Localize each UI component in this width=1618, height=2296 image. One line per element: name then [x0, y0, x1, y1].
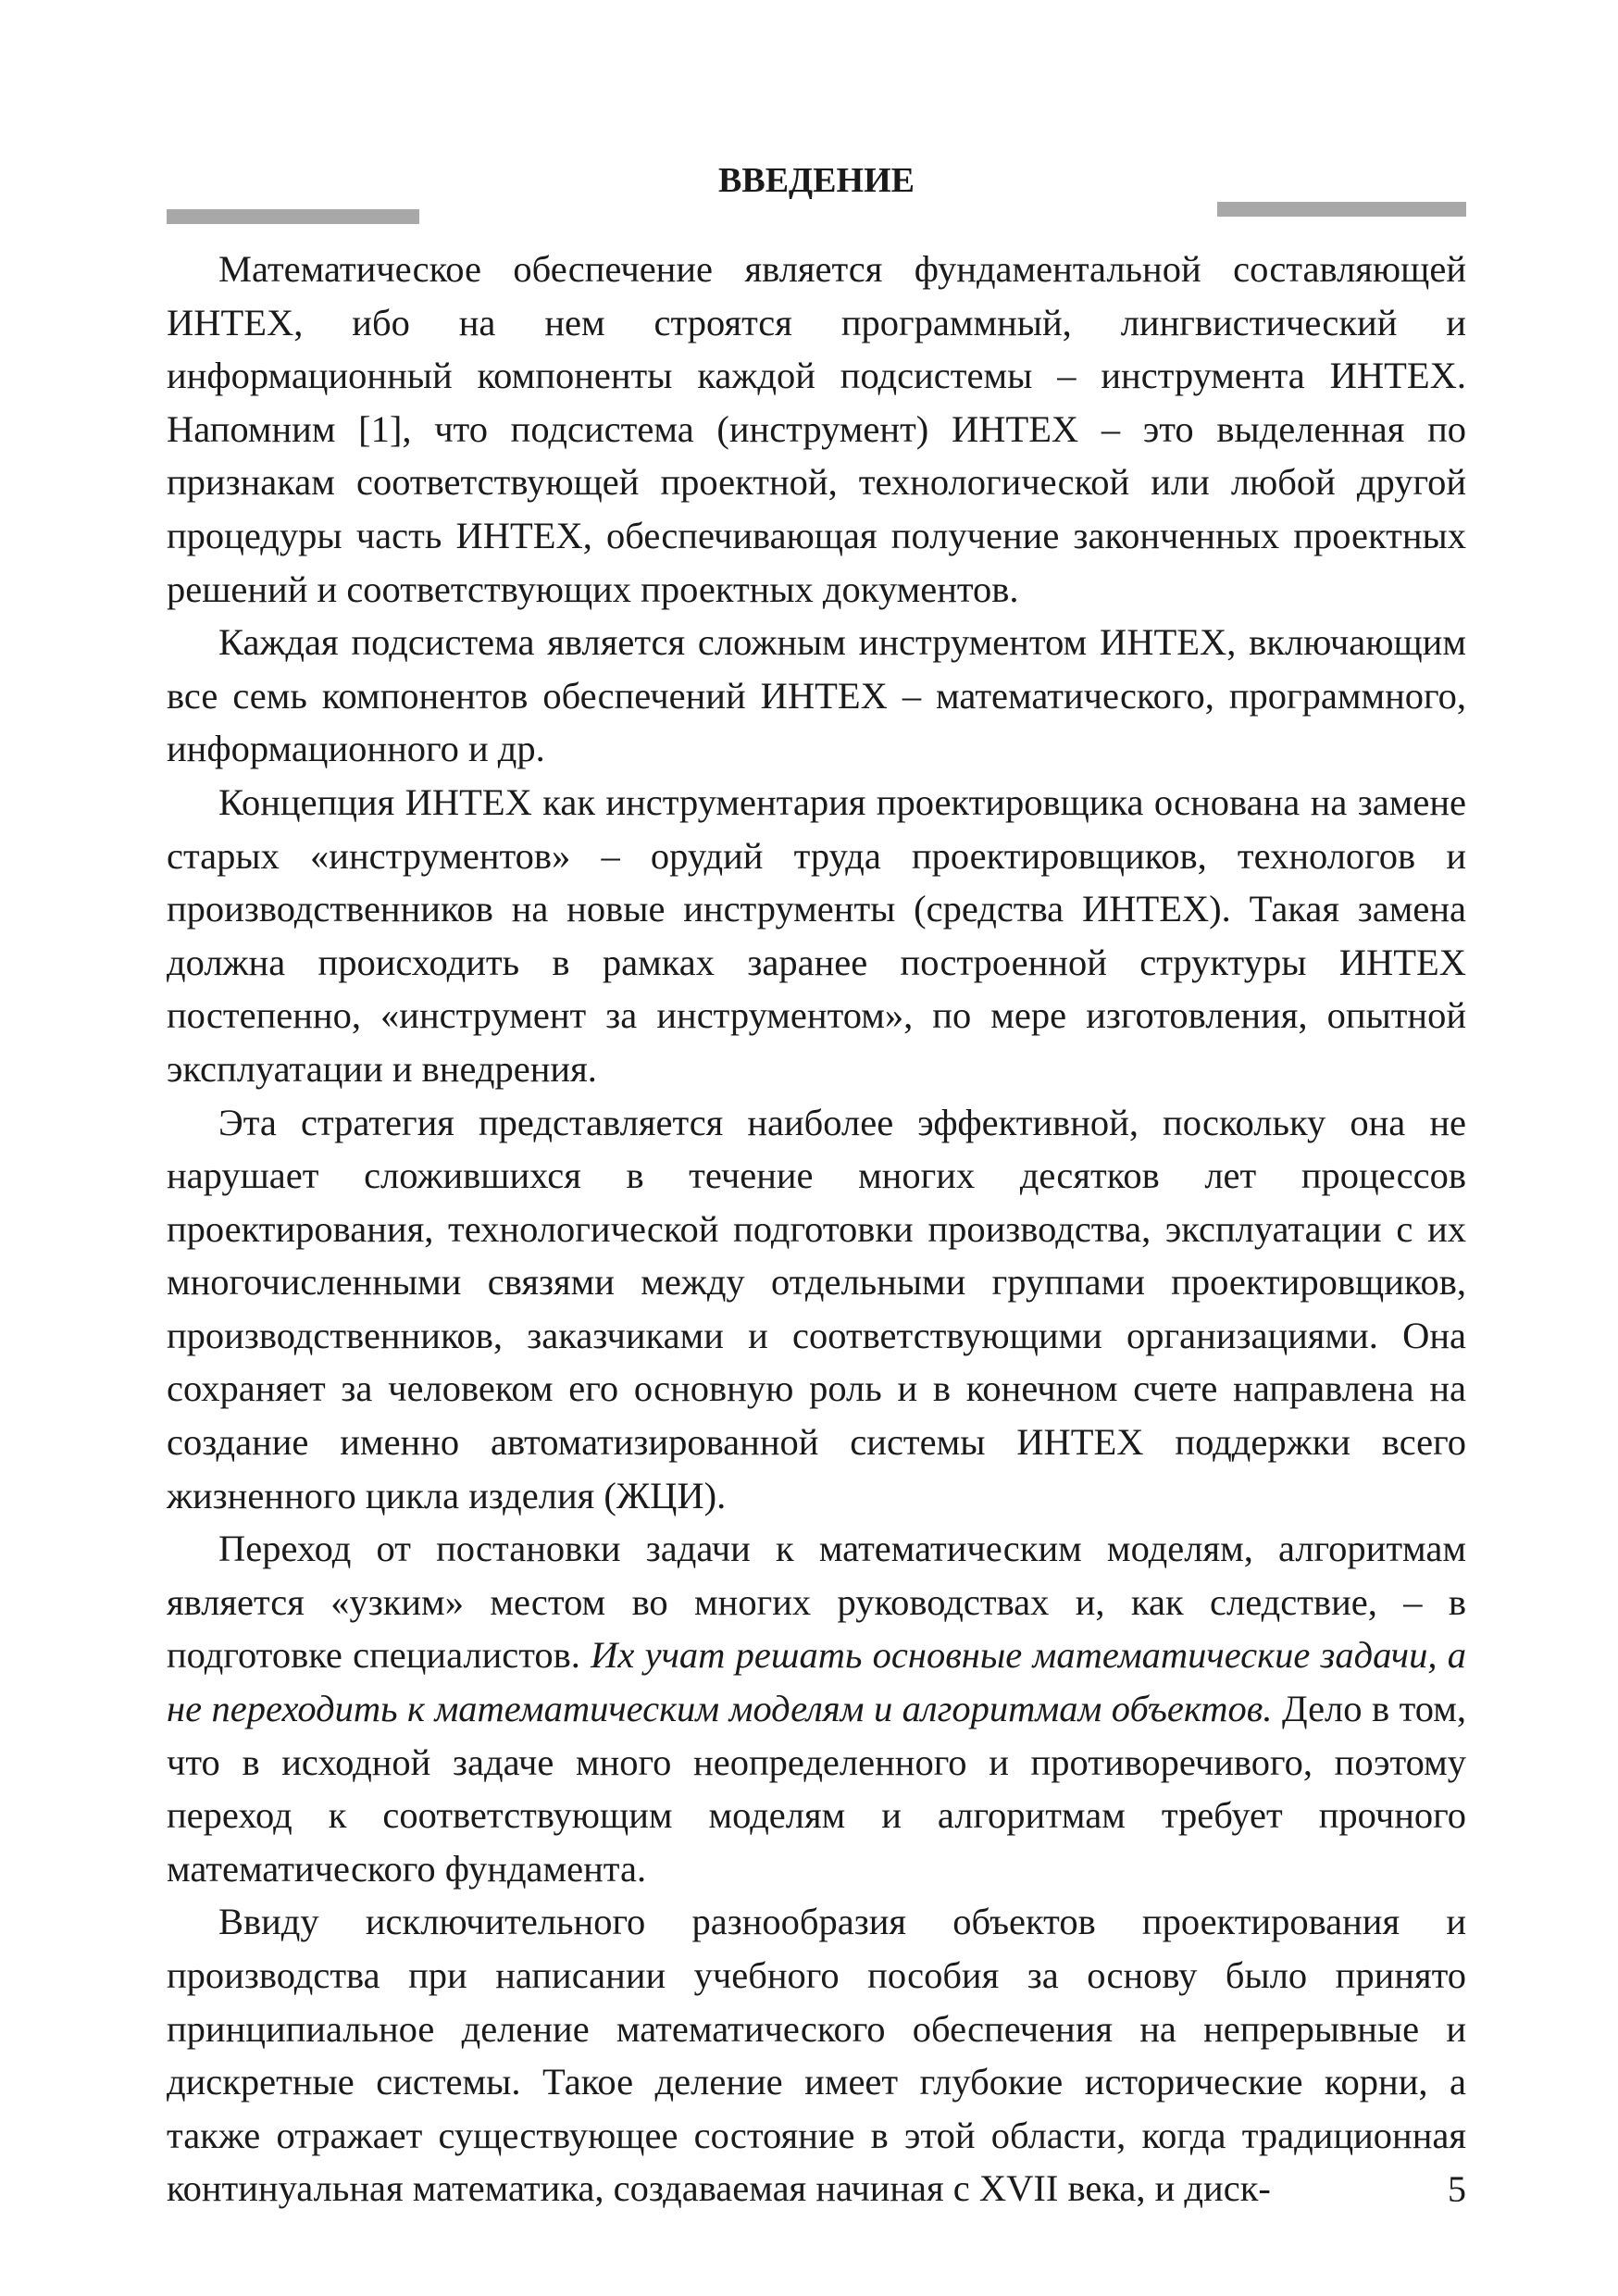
paragraph-2: Каждая подсистема является сложным инструментом ИНТЕХ, включающим все семь компонентов обеспечений ИНТЕХ – математического, программного, информационного и др.	[167, 621, 1466, 770]
page-number: 5	[1448, 2168, 1466, 2210]
chapter-heading: ВВЕДЕНИЕ	[718, 161, 915, 200]
paragraph-4: Эта стратегия представляется наиболее эффективной, поскольку она не нарушает сложившихся в течение многих десятков лет процессов проектирования, технологической подготовки производства, эксплуатации с их многочисленными связями между отдельными группами проектировщиков, производственников, заказчиками и соответствующими организациями. Она сохраняет за человеком его основную роль и в конечном счете направлена на создание именно автоматизированной системы ИНТЕХ поддержки всего жизненного цикла изделия (ЖЦИ).	[167, 1101, 1466, 1516]
paragraph-3: Концепция ИНТЕХ как инструментария проектировщика основана на замене старых «инструментов» – орудий труда проектировщиков, технологов и производственников на новые инструменты (средства ИНТЕХ). Такая замена должна происходить в рамках заранее построенной структуры ИНТЕХ постепенно, «инструмент за инструментом», по мере изготовления, опытной эксплуатации и внедрения.	[167, 780, 1466, 1090]
paragraph-5-italic-text: Их учат решать основные математические задачи, а не переходить к математическим моделям и алгоритмам объектов.	[167, 1634, 1466, 1730]
paragraph-5	[167, 1522, 1466, 1895]
paragraph-6: Ввиду исключительного разнообразия объектов проектирования и производства при написании учебного пособия за основу было принято принципиальное деление математического обеспечения на непрерывные и дискретные системы. Такое деление имеет глубокие исторические корни, а также отражает существующее состояние в этой области, когда традиционная континуальная математика, создаваемая начиная с XVII века, и диск-	[167, 1901, 1466, 2210]
decorative-rule-right	[1217, 202, 1466, 217]
paragraph-5-text-end: Дело в том, что в исходной задаче много неопределенного и противоречивого, поэтому переход к соответствующим моделям и алгоритмам требует прочного математического фундамента.	[167, 1688, 1466, 1890]
body-text	[167, 243, 1466, 2215]
paragraph-5-text-start: Переход от постановки задачи к математическим моделям, алгоритмам является «узким» местом во многих руководствах и, как следствие, – в подготовке специалистов.	[167, 1528, 1466, 1677]
decorative-rule-left	[167, 209, 419, 224]
paragraph-1: Математическое обеспечение является фундаментальной составляющей ИНТЕХ, ибо на нем строятся программный, лингвистический и информационный компоненты каждой подсистемы – инструмента ИНТЕХ. Напомним [1], что подсистема (инструмент) ИНТЕХ – это выделенная по признакам соответствующей проектной, технологической или любой другой процедуры часть ИНТЕХ, обеспечивающая получение законченных проектных решений и соответствующих проектных документов.	[167, 248, 1466, 610]
